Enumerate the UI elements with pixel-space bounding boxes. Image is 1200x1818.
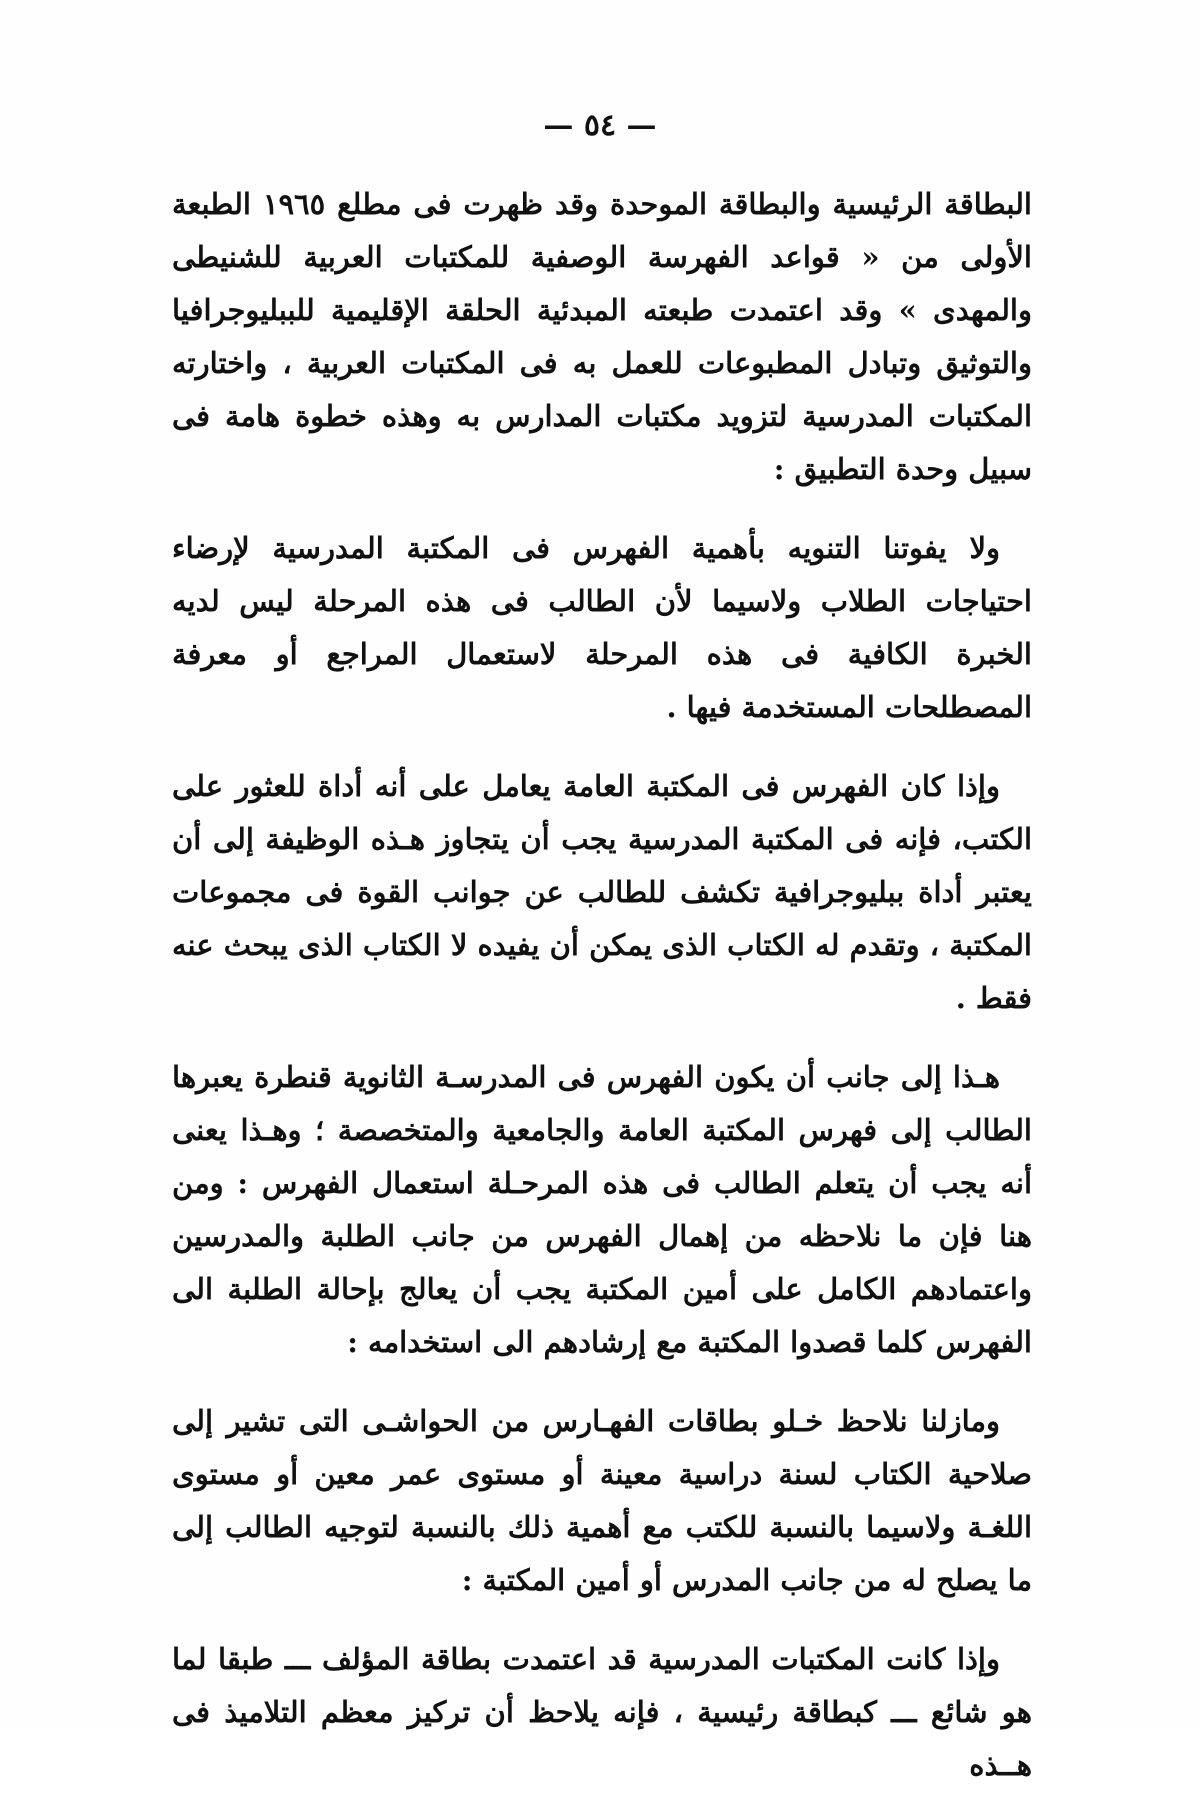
paragraph: وإذا كانت المكتبات المدرسية قد اعتمدت بطاقة المؤلف ـــ طبقا لما هو شائع ـــ كبطاقة رئيسية ، فإنه يلاحظ أن تركيز معظم التلاميذ فى هــذه [172,1642,1032,1782]
body-text [172,178,1032,1818]
paragraph: البطاقة الرئيسية والبطاقة الموحدة وقد ظهرت فى مطلع ١٩٦٥ الطبعة الأولى من « قواعد الفهرسة الوصفية للمكتبات العربية للشنيطى والمهدى » وقد اعتمدت طبعته المبدئية الحلقة الإقليمية للببليوجرافيا والتوثيق وتبادل المطبوعات للعمل به فى المكتبات العربية ، واختارته المكتبات المدرسية لتزويد مكتبات المدارس به وهذه خطوة هامة فى سبيل وحدة التطبيق : [172,187,1032,486]
page-number: — ٥٤ — [543,108,657,143]
paragraph: هـذا إلى جانب أن يكون الفهرس فى المدرسـة الثانوية قنطرة يعبرها الطالب إلى فهرس المكتبة العامة والجامعية والمتخصصة ؛ وهـذا يعنى أنه يجب أن يتعلم الطالب فى هذه المرحـلة استعمال الفهرس : ومن هنا فإن ما نلاحظه من إهمال الفهرس من جانب الطلبة والمدرسين واعتمادهم الكامل على أمين المكتبة يجب أن يعالج بإحالة الطلبة الى الفهرس كلما قصدوا المكتبة مع إرشادهم الى استخدامه : [172,1060,1032,1359]
paragraph: ولا يفوتنا التنويه بأهمية الفهرس فى المكتبة المدرسية لإرضاء احتياجات الطلاب ولاسيما لأن الطالب فى هذه المرحلة ليس لديه الخبرة الكافية فى هذه المرحلة لاستعمال المراجع أو معرفة المصطلحات المستخدمة فيها . [172,531,1032,724]
paragraph: وإذا كان الفهرس فى المكتبة العامة يعامل على أنه أداة للعثور على الكتب، فإنه فى المكتبة المدرسية يجب أن يتجاوز هـذه الوظيفة إلى أن يعتبر أداة ببليوجرافية تكشف للطالب عن جوانب القوة فى مجموعات المكتبة ، وتقدم له الكتاب الذى يمكن أن يفيده لا الكتاب الذى يبحث عنه فقط . [172,769,1032,1015]
paragraph: ومازلنا نلاحظ خـلو بطاقات الفهـارس من الحواشـى التى تشير إلى صلاحية الكتاب لسنة دراسية معينة أو مستوى عمر معين أو مستوى اللغـة ولاسيما بالنسبة للكتب مع أهمية ذلك بالنسبة لتوجيه الطالب إلى ما يصلح له من جانب المدرس أو أمين المكتبة : [172,1404,1032,1597]
